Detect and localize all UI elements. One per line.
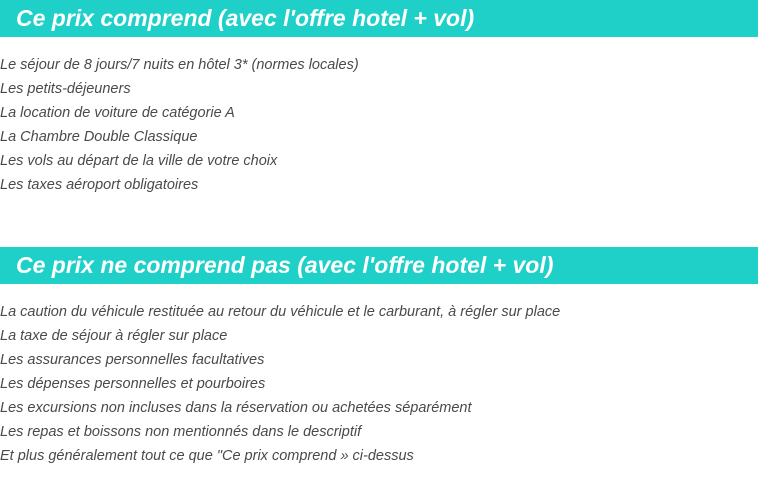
included-item: Les vols au départ de la ville de votre choix <box>0 153 278 169</box>
excluded-item: La caution du véhicule restituée au retour du véhicule et le carburant, à régler sur place <box>0 304 561 320</box>
excluded-item: Et plus généralement tout ce que "Ce prix comprend » ci-dessus <box>0 448 414 464</box>
included-item: La Chambre Double Classique <box>0 129 198 145</box>
excluded-list <box>0 300 758 468</box>
included-section <box>0 0 758 197</box>
included-list <box>0 53 758 197</box>
excluded-item: Les excursions non incluses dans la réservation ou achetées séparément <box>0 400 472 416</box>
excluded-title: Ce prix ne comprend pas (avec l'offre hotel + vol) <box>0 247 758 284</box>
included-item: Les taxes aéroport obligatoires <box>0 177 199 193</box>
included-title: Ce prix comprend (avec l'offre hotel + vol) <box>0 0 758 37</box>
excluded-item: Les assurances personnelles facultatives <box>0 352 265 368</box>
excluded-item: Les dépenses personnelles et pourboires <box>0 376 266 392</box>
included-item: Le séjour de 8 jours/7 nuits en hôtel 3* (normes locales) <box>0 57 359 73</box>
excluded-item: La taxe de séjour à régler sur place <box>0 328 228 344</box>
excluded-section <box>0 247 758 468</box>
excluded-item: Les repas et boissons non mentionnés dans le descriptif <box>0 424 362 440</box>
included-item: Les petits-déjeuners <box>0 81 131 97</box>
included-item: La location de voiture de catégorie A <box>0 105 235 121</box>
